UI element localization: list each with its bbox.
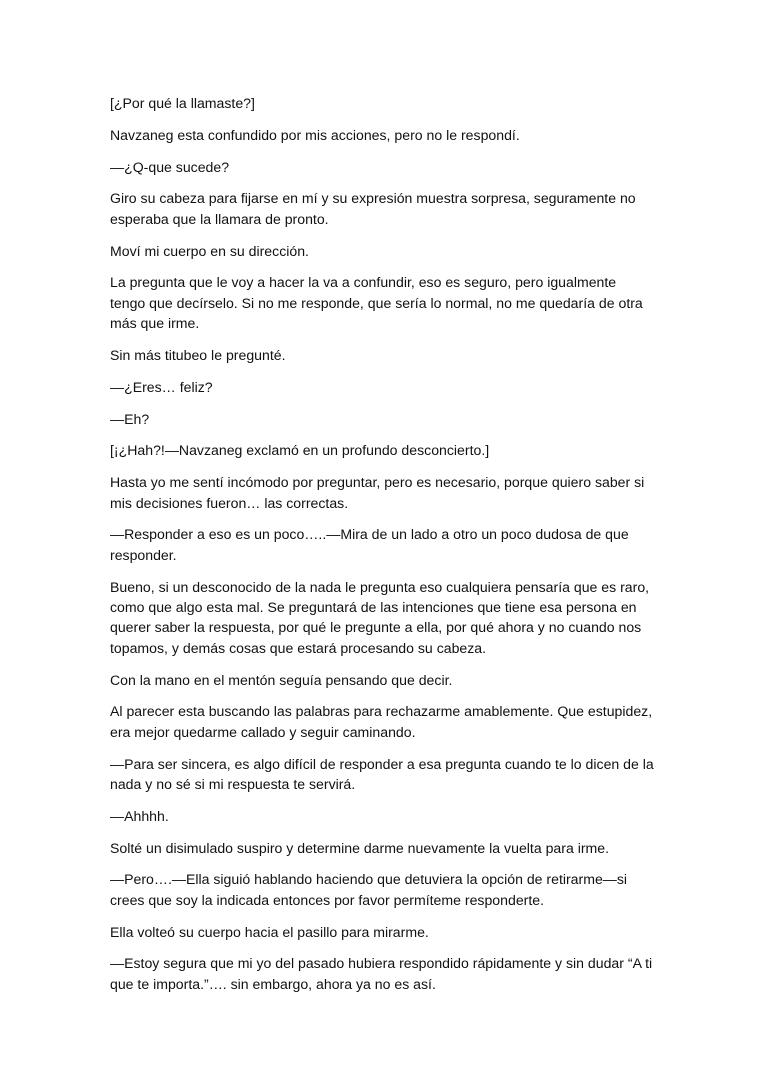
- paragraph: La pregunta que le voy a hacer la va a confundir, eso es seguro, pero igualmente tengo que decírselo. Si no me responde, que sería lo normal, no me quedaría de otra más que irme.: [110, 274, 643, 332]
- paragraph: —Para ser sincera, es algo difícil de responder a esa pregunta cuando te lo dicen de la nada y no sé si mi respuesta te servirá.: [110, 755, 654, 793]
- paragraph: —¿Q-que sucede?: [110, 158, 230, 175]
- paragraph: —Responder a eso es un poco…..—Mira de un lado a otro un poco dudosa de que responder.: [110, 526, 629, 563]
- paragraph: Bueno, si un desconocido de la nada le pregunta eso cualquiera pensaría que es raro, como que algo esta mal. Se preguntará de las intenciones que tiene esa persona en querer saber la respuesta, por qué le pregunte a ella, por qué ahora y no cuando nos topamos, y demás cosas que estará procesando su cabeza.: [110, 578, 650, 656]
- paragraph: —Ahhhh.: [110, 807, 169, 824]
- paragraph: Al parecer esta buscando las palabras para rechazarme amablemente. Que estupidez, era mejor quedarme callado y seguir caminando.: [110, 703, 653, 740]
- paragraph: Sin más titubeo le pregunté.: [110, 347, 286, 363]
- paragraph: [¡¿Hah?!—Navzaneg exclamó en un profundo desconcierto.]: [110, 442, 490, 459]
- paragraph: —¿Eres… feliz?: [110, 378, 213, 395]
- paragraph: —Pero….—Ella siguió hablando haciendo que detuviera la opción de retirarme—si crees que soy la indicada entonces por favor permíteme responderte.: [110, 871, 628, 908]
- paragraph: Con la mano en el mentón seguía pensando que decir.: [110, 671, 453, 688]
- paragraph: Navzaneg esta confundido por mis acciones, pero no le respondí.: [110, 126, 520, 143]
- paragraph: Solté un disimulado suspiro y determine darme nuevamente la vuelta para irme.: [110, 839, 610, 856]
- paragraph: [¿Por qué la llamaste?]: [110, 95, 255, 111]
- paragraph: —Eh?: [110, 410, 150, 427]
- document-page: [110, 93, 655, 1006]
- paragraph: —Estoy segura que mi yo del pasado hubiera respondido rápidamente y sin dudar “A ti que te importa.”…. sin embargo, ahora ya no es así.: [110, 955, 653, 992]
- paragraph: Giro su cabeza para fijarse en mí y su expresión muestra sorpresa, seguramente no esperaba que la llamara de pronto.: [110, 190, 636, 227]
- paragraph: Moví mi cuerpo en su dirección.: [110, 242, 309, 259]
- paragraph: Hasta yo me sentí incómodo por preguntar, pero es necesario, porque quiero saber si mis decisiones fueron… las correctas.: [110, 474, 645, 511]
- paragraph: Ella volteó su cuerpo hacia el pasillo para mirarme.: [110, 923, 429, 940]
